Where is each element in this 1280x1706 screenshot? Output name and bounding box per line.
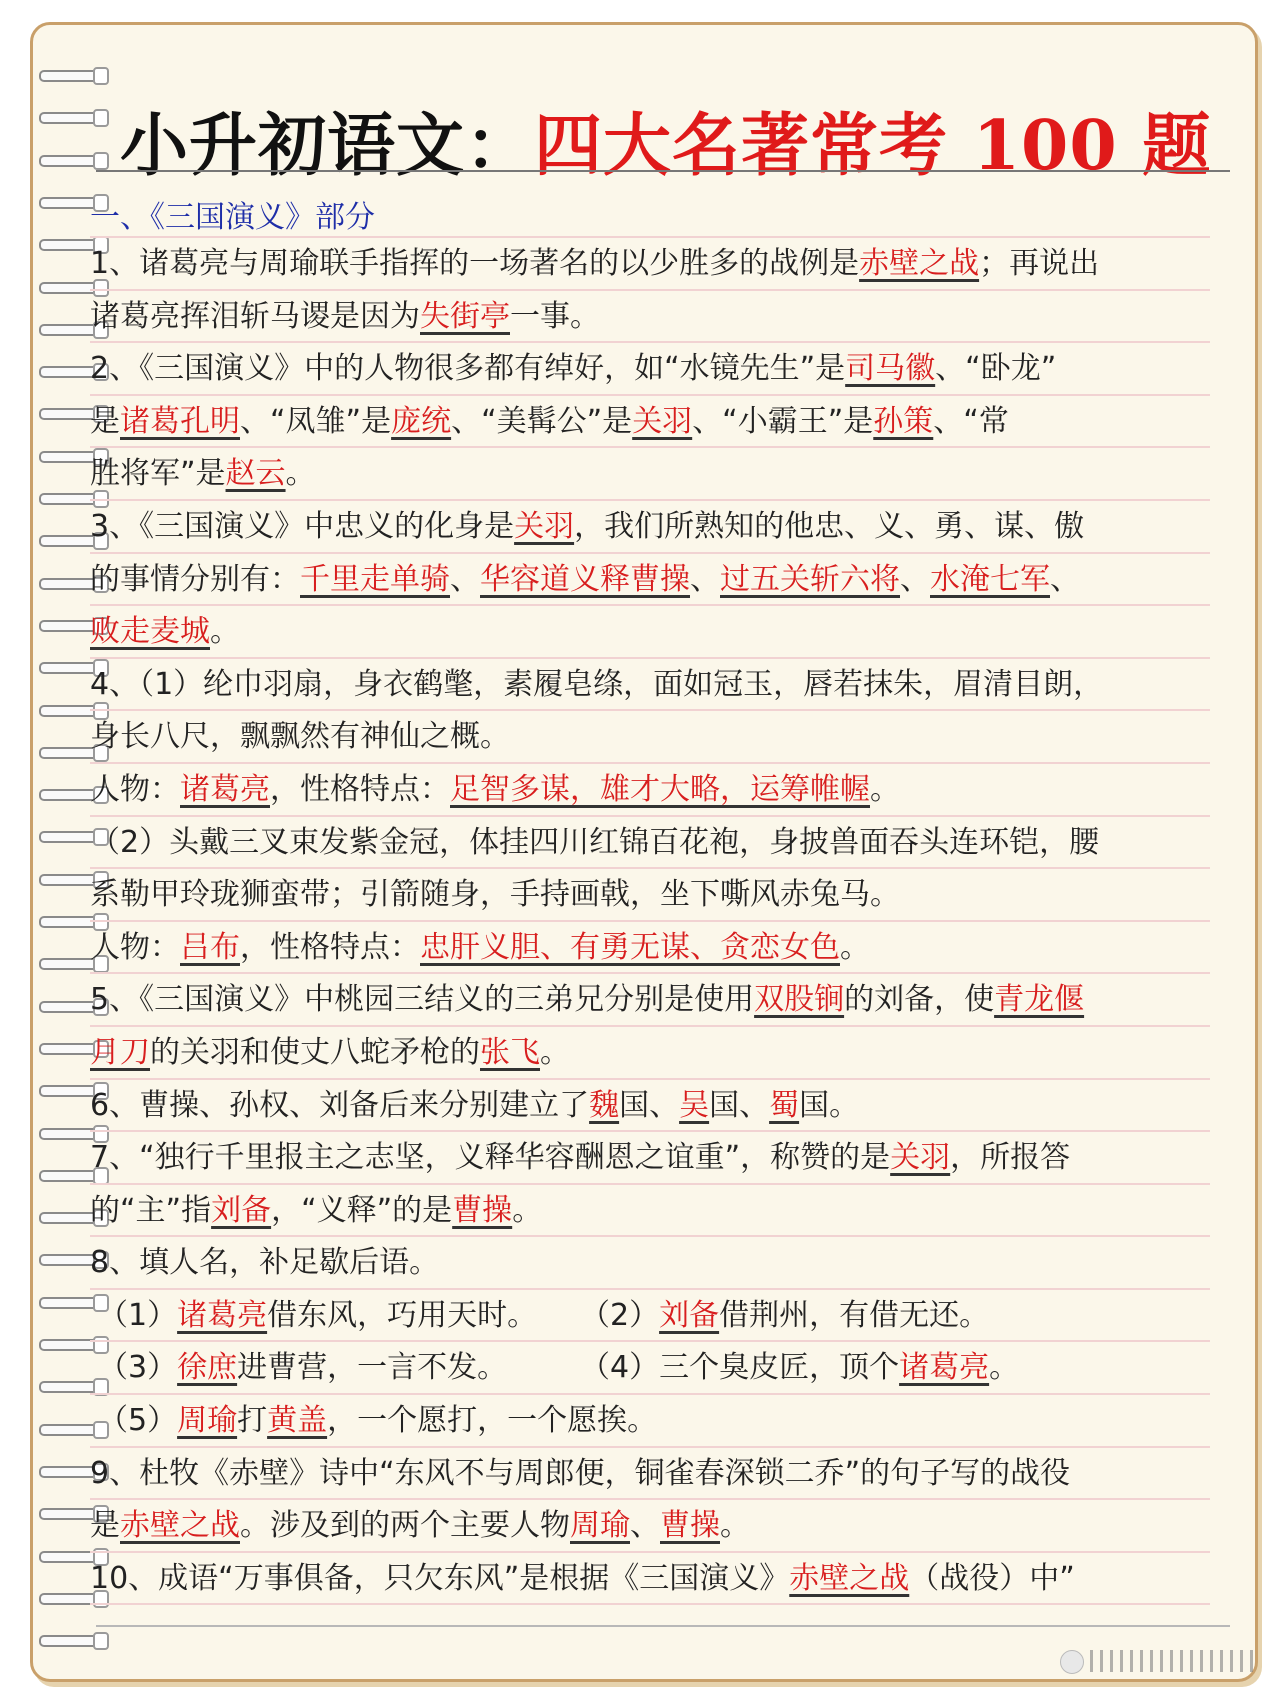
question-text: 。 (870, 771, 900, 807)
proverb-right (580, 1342, 1019, 1394)
question-text: ，我们所熟知的他忠、义、勇、谋、傲 (574, 508, 1085, 544)
text-line (90, 974, 1210, 1027)
question-text: 、“小霸王”是 (692, 403, 874, 439)
proverb-row (90, 1342, 1210, 1395)
question-text: 人物： (90, 929, 180, 965)
answer-text: 魏 (589, 1087, 620, 1123)
question-text: 、“美髯公”是 (451, 403, 633, 439)
answer-text: 曹操 (660, 1508, 720, 1544)
text-line (90, 1500, 1210, 1553)
answer-text: 黄盖 (267, 1403, 328, 1439)
question-lines (90, 238, 1210, 1605)
proverb-row (90, 1290, 1210, 1343)
binding-ring (39, 1630, 107, 1650)
section-heading: 一、《三国演义》部分 (90, 198, 1210, 238)
text-line (90, 238, 1210, 291)
text-line (90, 501, 1210, 554)
question-text: ，性格特点： (240, 929, 420, 965)
question-text: 的关羽和使丈八蛇矛枪的 (150, 1034, 480, 1070)
page-scroll-indicator[interactable] (1060, 1648, 1260, 1674)
answer-text: 水淹七军 (930, 561, 1050, 597)
question-text: 借荆州，有借无还。 (719, 1297, 990, 1333)
question-text: 7、“独行千里报主之志坚，义释华容酬恩之谊重”，称赞的是 (90, 1140, 891, 1176)
question-text: （5） (98, 1403, 178, 1439)
question-text: 的“主”指 (90, 1192, 212, 1228)
question-text: ，所报答 (950, 1140, 1071, 1176)
question-text: （2）头戴三叉束发紫金冠，体挂四川红锦百花袍，身披兽面吞头连环铠，腰 (90, 824, 1100, 860)
answer-text: 徐庶 (177, 1350, 238, 1386)
question-text: （4）三个臭皮匠，顶个 (580, 1350, 900, 1386)
answer-text: 足智多谋，雄才大略，运筹帷幄 (450, 771, 870, 807)
question-text: 诸葛亮挥泪斩马谡是因为 (90, 298, 420, 334)
text-line (90, 869, 1210, 922)
answer-text: 赤壁之战 (859, 246, 980, 281)
text-line (90, 1080, 1210, 1133)
answer-text: 孙策 (873, 403, 934, 439)
question-text: 打 (237, 1403, 268, 1439)
text-line (90, 606, 1210, 659)
text-line (90, 1132, 1210, 1185)
answer-text: 诸葛亮 (177, 1297, 268, 1333)
question-text: 是 (90, 403, 120, 439)
question-text: 的刘备，使 (844, 982, 995, 1018)
question-text: 10、成语“万事俱备，只欠东风”是根据《三国演义》 (90, 1560, 790, 1596)
text-line (90, 343, 1210, 396)
answer-text: 刘备 (659, 1297, 720, 1333)
answer-text: 周瑜 (177, 1403, 238, 1439)
answer-text: 司马徽 (845, 351, 936, 387)
text-line (90, 448, 1210, 501)
question-text: 一事。 (510, 298, 600, 334)
answer-text: 张飞 (480, 1034, 540, 1070)
answer-text: 关羽 (890, 1140, 951, 1176)
answer-text: 吴 (679, 1087, 710, 1123)
question-text: （2） (580, 1297, 660, 1333)
question-text: 。 (720, 1508, 750, 1544)
answer-text: 忠肝义胆、有勇无谋、贪恋女色 (420, 929, 840, 965)
question-text: （3） (98, 1350, 178, 1386)
question-text: 。 (210, 614, 240, 650)
question-text: 、 (690, 561, 720, 597)
answer-text: 月刀 (90, 1034, 150, 1070)
text-line (90, 922, 1210, 975)
answer-text: 青龙偃 (994, 982, 1085, 1018)
binding-ring (39, 65, 107, 85)
text-line (90, 291, 1210, 344)
binding-ring (39, 107, 107, 127)
text-line (90, 659, 1210, 712)
question-text: 。 (285, 456, 316, 492)
answer-text: 吕布 (180, 929, 240, 965)
question-text: （战役）中” (909, 1560, 1075, 1596)
title-main: 四大名著常考 100 题 (534, 106, 1212, 186)
question-content (90, 198, 1210, 1605)
question-text: 、 (450, 561, 480, 597)
question-text: 。 (840, 929, 870, 965)
question-text: 国。 (799, 1087, 860, 1123)
question-text: 、 (1050, 561, 1080, 597)
question-text: 。 (512, 1192, 543, 1228)
scroll-knob[interactable] (1060, 1650, 1084, 1674)
answer-text: 赵云 (225, 456, 286, 492)
question-text: 人物： (90, 771, 180, 807)
question-text: 1、诸葛亮与周瑜联手指挥的一场著名的以少胜多的战例是 (90, 246, 860, 281)
question-text: ，性格特点： (270, 771, 450, 807)
binding-ring (39, 150, 107, 170)
answer-text: 诸葛亮 (180, 771, 270, 807)
question-text: 。 (989, 1350, 1020, 1386)
answer-text: 关羽 (632, 403, 693, 439)
answer-text: 诸葛亮 (899, 1350, 990, 1386)
question-text: 5、《三国演义》中桃园三结义的三弟兄分别是使用 (90, 982, 755, 1018)
question-text: 、“常 (933, 403, 1009, 439)
answer-text: 双股锏 (754, 982, 845, 1018)
answer-text: 庞统 (391, 403, 452, 439)
question-text: 6、曹操、孙权、刘备后来分别建立了 (90, 1087, 590, 1123)
text-line (90, 1185, 1210, 1238)
question-text: 身长八尺，飘飘然有神仙之概。 (90, 719, 510, 755)
question-text: 借东风，巧用天时。 (267, 1297, 538, 1333)
proverb-left (90, 1350, 507, 1385)
question-text: 、 (630, 1508, 660, 1544)
text-line (90, 817, 1210, 870)
answer-text: 败走麦城 (90, 614, 210, 650)
question-text: 、 (900, 561, 930, 597)
answer-text: 蜀 (769, 1087, 800, 1123)
question-text: 国、 (619, 1087, 680, 1123)
question-text: 胜将军”是 (90, 456, 226, 492)
question-text: 2、《三国演义》中的人物很多都有绰好，如“水镜先生”是 (90, 351, 846, 387)
question-text: 是 (90, 1508, 120, 1544)
text-line (90, 1553, 1210, 1606)
answer-text: 华容道义释曹操 (480, 561, 690, 597)
title-divider (96, 170, 1230, 172)
text-line (90, 396, 1210, 449)
text-line (90, 711, 1210, 764)
page-title (120, 92, 1230, 186)
question-text: 进曹营，一言不发。 (237, 1350, 508, 1386)
answer-text: 失街亭 (420, 298, 510, 334)
title-prefix: 小升初语文： (120, 106, 535, 186)
answer-text: 诸葛孔明 (120, 403, 240, 439)
answer-text: 赤壁之战 (789, 1560, 910, 1596)
answer-text: 关羽 (514, 508, 575, 544)
question-text: （1） (98, 1297, 178, 1333)
text-line (90, 764, 1210, 817)
answer-text: 千里走单骑 (300, 561, 450, 597)
text-line (90, 1448, 1210, 1501)
answer-text: 过五关斩六将 (720, 561, 900, 597)
text-line (90, 554, 1210, 607)
text-line (90, 1027, 1210, 1080)
proverb-right (580, 1290, 989, 1342)
answer-text: 刘备 (211, 1192, 272, 1228)
question-text: 、“卧龙” (935, 351, 1057, 387)
question-text: ，“义释”的是 (271, 1192, 453, 1228)
bottom-divider (96, 1625, 1230, 1627)
scroll-track (1090, 1650, 1260, 1672)
question-text: 4、（1）纶巾羽扇，身衣鹤氅，素履皂绦，面如冠玉，唇若抹朱，眉清目朗， (90, 666, 1104, 702)
question-text: 国、 (709, 1087, 770, 1123)
answer-text: 赤壁之战 (120, 1508, 240, 1544)
question-text: 系勒甲玲珑狮蛮带；引箭随身，手持画戟，坐下嘶风赤兔马。 (90, 877, 900, 913)
question-text: 、“凤雏”是 (240, 403, 392, 439)
answer-text: 曹操 (452, 1192, 513, 1228)
question-text: ；再说出 (979, 246, 1100, 281)
proverb-row (90, 1395, 1210, 1448)
question-text: 。 (540, 1034, 570, 1070)
question-text: 。涉及到的两个主要人物 (240, 1508, 570, 1544)
proverb-left (90, 1403, 657, 1438)
question-text: ，一个愿打，一个愿挨。 (327, 1403, 658, 1439)
proverb-left (90, 1298, 537, 1333)
text-line (90, 1237, 1210, 1290)
question-text: 9、杜牧《赤壁》诗中“东风不与周郎便，铜雀春深锁二乔”的句子写的战役 (90, 1455, 1071, 1491)
question-text: 8、填人名，补足歇后语。 (90, 1245, 440, 1281)
answer-text: 周瑜 (570, 1508, 630, 1544)
question-text: 的事情分别有： (90, 561, 300, 597)
question-text: 3、《三国演义》中忠义的化身是 (90, 508, 515, 544)
